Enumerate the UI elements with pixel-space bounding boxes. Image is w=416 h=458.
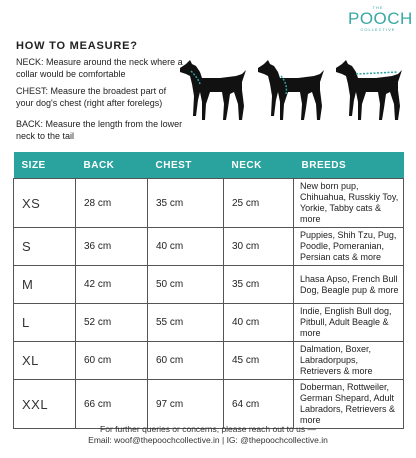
neck-cell: 30 cm (224, 228, 294, 266)
chest-cell: 50 cm (148, 266, 224, 304)
logo-the: THE (372, 5, 384, 10)
size-cell: XL (14, 342, 76, 380)
header-chest: CHEST (148, 152, 224, 179)
table-row (14, 304, 404, 342)
dog-back-diagram-icon (332, 56, 408, 126)
breeds-cell: New born pup, Chihuahua, Russkiy Toy, Yorkie, Tabby cats & more (294, 179, 404, 228)
size-chart-table (13, 152, 404, 429)
back-cell: 28 cm (76, 179, 148, 228)
breeds-cell: Indie, English Bull dog, Pitbull, Adult Beagle & more (294, 304, 404, 342)
chest-instruction: CHEST: Measure the broadest part of your dog's chest (right after forelegs) (16, 86, 167, 108)
header-neck: NECK (224, 152, 294, 179)
table-row (14, 342, 404, 380)
section-title: HOW TO MEASURE? (16, 40, 138, 52)
back-instruction: BACK: Measure the length from the lower neck to the tail (16, 119, 183, 141)
chest-cell: 97 cm (148, 380, 224, 429)
breeds-cell: Puppies, Shih Tzu, Pug, Poodle, Pomeranian, Persian cats & more (294, 228, 404, 266)
breeds-cell: Lhasa Apso, French Bull Dog, Beagle pup & more (294, 266, 404, 304)
neck-cell: 35 cm (224, 266, 294, 304)
table-row (14, 266, 404, 304)
chest-cell: 55 cm (148, 304, 224, 342)
brand-logo (348, 5, 413, 32)
header-breeds: BREEDS (294, 152, 404, 179)
size-cell: XS (14, 179, 76, 228)
back-cell: 42 cm (76, 266, 148, 304)
dog-chest-diagram-icon (254, 56, 330, 126)
logo-name: POOCH (348, 9, 413, 28)
neck-cell: 45 cm (224, 342, 294, 380)
table-row (14, 228, 404, 266)
neck-instruction: NECK: Measure around the neck where a collar would be comfortable (16, 57, 183, 79)
breeds-cell: Doberman, Rottweiler, German Shepard, Adult Labradors, Retrievers & more (294, 380, 404, 429)
dog-neck-diagram-icon (176, 56, 252, 126)
neck-cell: 40 cm (224, 304, 294, 342)
table-row (14, 179, 404, 228)
chest-cell: 35 cm (148, 179, 224, 228)
table-row (14, 380, 404, 429)
chest-cell: 40 cm (148, 228, 224, 266)
size-cell: M (14, 266, 76, 304)
back-cell: 66 cm (76, 380, 148, 429)
neck-cell: 25 cm (224, 179, 294, 228)
back-cell: 60 cm (76, 342, 148, 380)
footer-contact: Email: woof@thepoochcollective.in | IG: @thepoochcollective.in (88, 435, 328, 445)
size-cell: L (14, 304, 76, 342)
chest-cell: 60 cm (148, 342, 224, 380)
back-cell: 36 cm (76, 228, 148, 266)
neck-cell: 64 cm (224, 380, 294, 429)
size-cell: XXL (14, 380, 76, 429)
footer-note: For further queries or concerns, please reach out to us — (100, 424, 316, 434)
table-header-row (14, 152, 404, 179)
size-cell: S (14, 228, 76, 266)
header-back: BACK (76, 152, 148, 179)
breeds-cell: Dalmation, Boxer, Labradorpups, Retrievers & more (294, 342, 404, 380)
header-size: SIZE (14, 152, 76, 179)
logo-collective: COLLECTIVE (360, 27, 396, 32)
back-cell: 52 cm (76, 304, 148, 342)
